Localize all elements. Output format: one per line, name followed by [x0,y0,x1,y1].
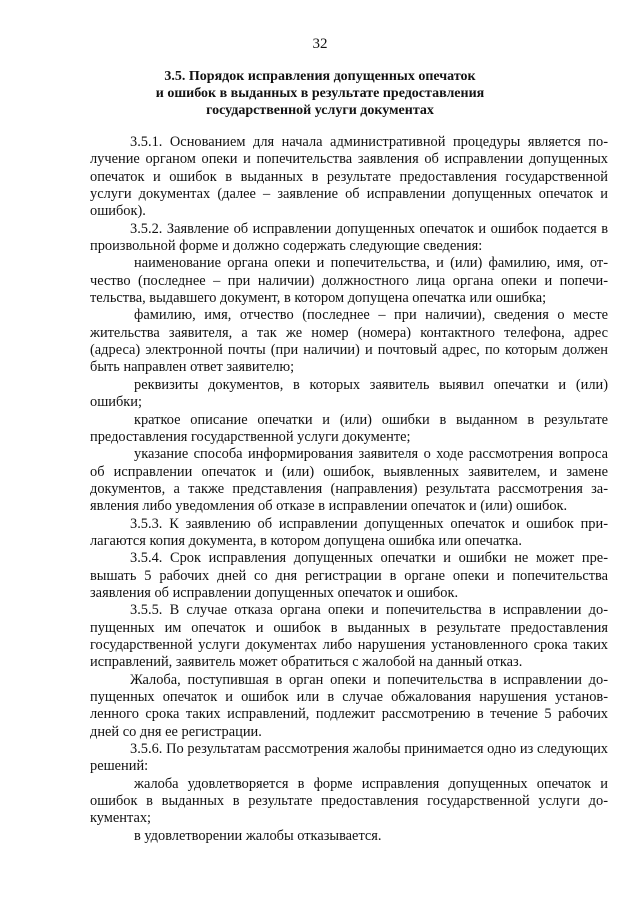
paragraph-complaint: Жалоба, поступившая в орган опеки и попечительства в исправлении допущенных опечаток и ошибок или в случае обжалования нарушения установленного срока таких исправлений, подлежит рассмотрению в течение 5 рабочих дней со дня ее регистрации. [90,671,608,740]
list-item-error-description: краткое описание опечатки и (или) ошибки в выданном в результате предоставления государственной услуги документе; [90,411,608,445]
section-heading [150,68,490,119]
paragraph-3-5-4: 3.5.4. Срок исправления допущенных опечатки и ошибки не может превышать 5 рабочих дней со дня регистрации в органе опеки и попечительства заявления об исправлении допущенных опечаток и ошибок. [90,550,608,601]
section-body [90,134,608,845]
heading-line-1: 3.5. Порядок исправления допущенных опечаток [164,69,476,84]
list-item-document-details: реквизиты документов, в которых заявитель выявил опечатки и (или) ошибки; [90,376,608,411]
list-item-authority-name: наименование органа опеки и попечительства, и (или) фамилию, имя, отчество (последнее – при наличии) должностного лица органа опеки и попечительства, выдавшего документ, в котором допущена опечатка или ошибка; [90,255,608,307]
list-item-notification-method: указание способа информирования заявителя о ходе рассмотрения вопроса об исправлении опечаток и (или) ошибок, выявленных заявителем, и замене документов, а также представления (направления) результата рассмотрения заявления либо уведомления об отказе в исправлении опечаток и (или) ошибок. [90,446,608,515]
paragraph-3-5-2: 3.5.2. Заявление об исправлении допущенных опечаток и ошибок подается в произвольной форме и должно содержать следующие сведения: [90,220,608,255]
page-number: 32 [312,36,328,52]
heading-line-2: и ошибок в выданных в результате предоставления [155,86,485,101]
list-item-applicant-details: фамилию, имя, отчество (последнее – при наличии), сведения о месте жительства заявителя, а так же номер (номера) контактного телефона, адрес (адреса) электронной почты (при наличии) и почтовый адрес, по которым должен быть направлен ответ заявителю; [90,307,608,376]
list-item-complaint-rejected: в удовлетворении жалобы отказывается. [134,827,382,844]
paragraph-3-5-5: 3.5.5. В случае отказа органа опеки и попечительства в исправлении допущенных им опечаток и ошибок в выданных в результате предоставления государственной услуги документах либо нарушения установленного срока таких исправлений, заявитель может обратиться с жалобой на данный отказ. [90,602,608,671]
paragraph-3-5-3: 3.5.3. К заявлению об исправлении допущенных опечаток и ошибок прилагаются копия документа, в котором допущена ошибка или опечатка. [90,515,608,549]
heading-line-3: государственной услуги документах [206,103,434,118]
paragraph-3-5-6: 3.5.6. По результатам рассмотрения жалобы принимается одно из следующих решений: [90,741,608,775]
list-item-complaint-satisfied: жалоба удовлетворяется в форме исправления допущенных опечаток и ошибок в выданных в результате предоставления государственной услуги документах; [90,775,608,827]
paragraph-3-5-1: 3.5.1. Основанием для начала административной процедуры является получение органом опеки и попечительства заявления об исправлении допущенных опечаток и ошибок в выданных в результате предоставления государственной услуги документах (далее – заявление об исправлении допущенных опечаток и ошибок). [90,134,608,220]
